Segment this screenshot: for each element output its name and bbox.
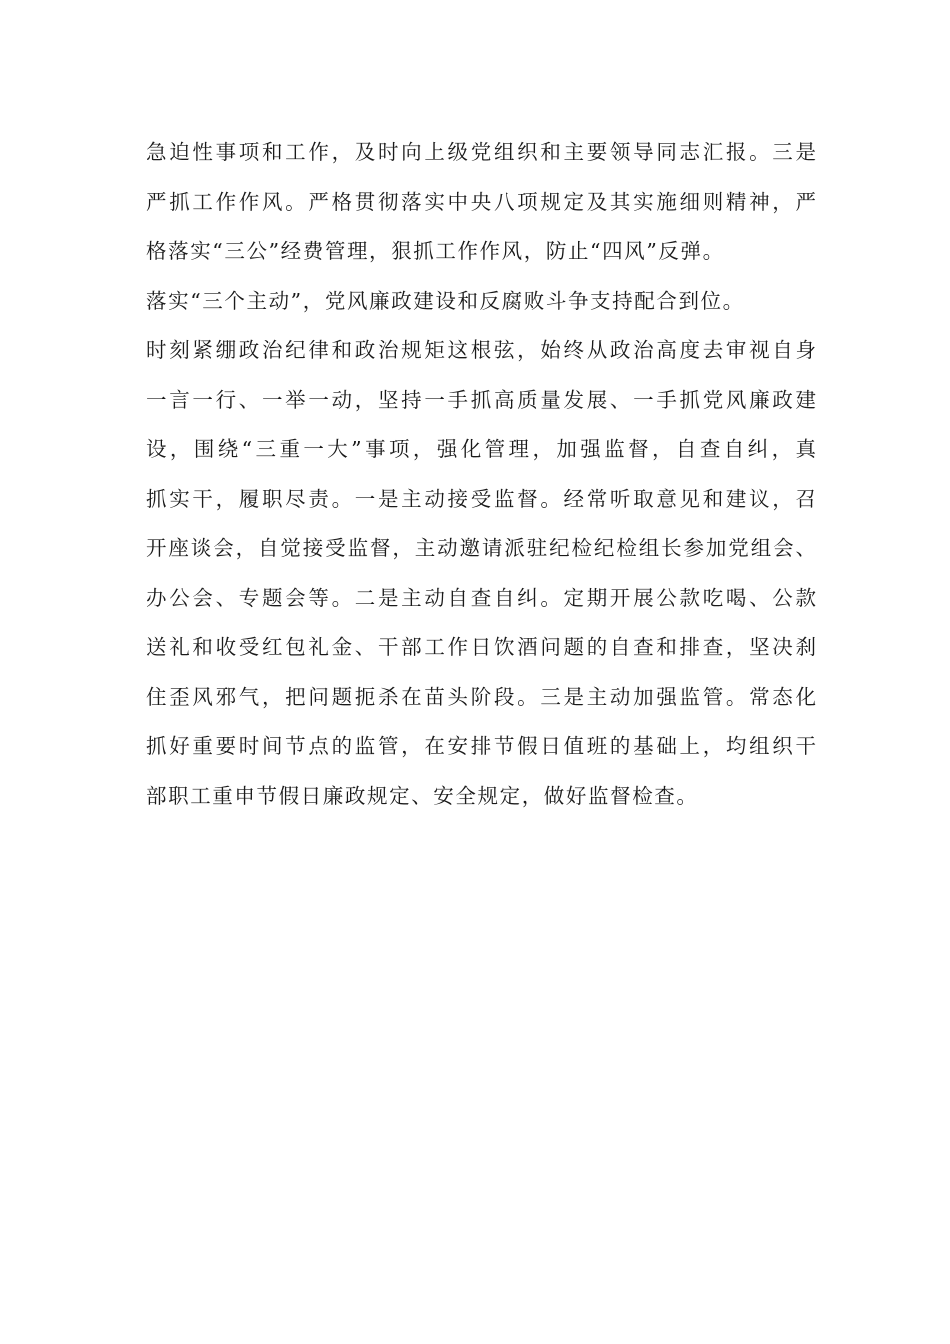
text-line-6: 一言一行、一举一动，坚持一手抓高质量发展、一手抓党风廉政建 [146,387,816,412]
text-line-10: 办公会、专题会等。二是主动自查自纠。定期开展公款吃喝、公款 [146,585,816,610]
text-line-3: 格落实“三公”经费管理，狠抓工作作风，防止“四风”反弹。 [146,239,725,263]
text-line-5: 时刻紧绷政治纪律和政治规矩这根弦，始终从政治高度去审视自身 [146,338,816,362]
text-line-14: 部职工重申节假日廉政规定、安全规定，做好监督检查。 [146,783,699,808]
text-line-2: 严抓工作作风。严格贯彻落实中央八项规定及其实施细则精神，严 [146,189,816,214]
text-line-9: 开座谈会，自觉接受监督，主动邀请派驻纪检纪检组长参加党组会、 [146,536,816,560]
text-line-1: 急迫性事项和工作，及时向上级党组织和主要领导同志汇报。三是 [146,140,816,164]
text-line-7: 设，围绕“三重一大”事项，强化管理，加强监督，自查自纠，真 [146,437,816,461]
text-line-8: 抓实干，履职尽责。一是主动接受监督。经常听取意见和建议，召 [146,486,816,511]
section-heading: 落实“三个主动”，党风廉政建设和反腐败斗争支持配合到位。 [146,288,745,313]
text-line-11: 送礼和收受红包礼金、干部工作日饮酒问题的自查和排查，坚决刹 [146,635,816,659]
text-line-13: 抓好重要时间节点的监管，在安排节假日值班的基础上，均组织干 [146,734,816,758]
body-text [146,128,816,821]
text-line-12: 住歪风邪气，把问题扼杀在苗头阶段。三是主动加强监管。常态化 [146,684,816,709]
